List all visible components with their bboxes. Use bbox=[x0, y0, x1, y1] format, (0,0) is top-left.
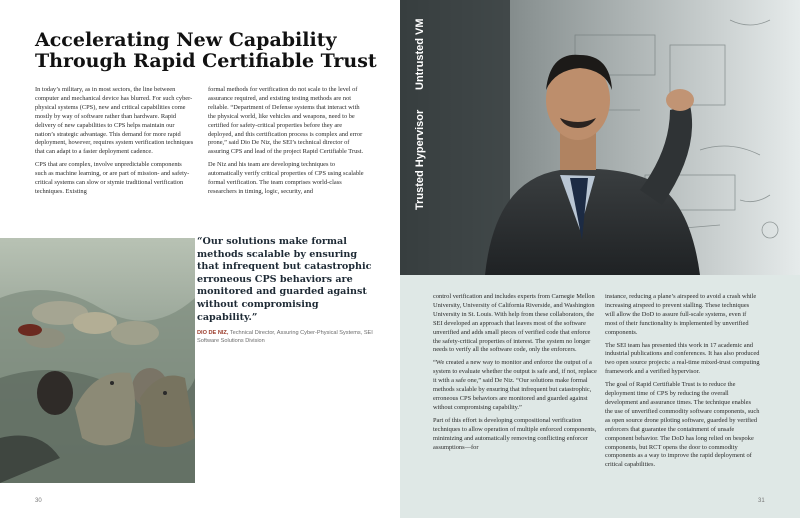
paragraph: In today’s military, as in most sectors, the line between computer and mechanical device has blurred. For such cyber-physical systems (CPS), new and critical capabilities come mostly by way of software rather than hardware. Rapid delivery of new capabilities to CPS helps maintain our nation’s strategic advantage. This demand for more rapid deployment, however, requires system verification techniques that can adapt to a faster deployment cadence. bbox=[35, 86, 194, 156]
photo-label-untrusted: Untrusted VM bbox=[414, 18, 426, 90]
left-column-1 bbox=[35, 86, 195, 201]
pull-quote-name: DIO DE NIZ, bbox=[197, 330, 229, 337]
right-column-2 bbox=[605, 293, 760, 474]
paragraph: The SEI team has presented this work in 17 academic and industrial publications and conferences. It has also produced two open source projects: a real-time mixed-trust computing framework and a verified hypervisor. bbox=[605, 341, 760, 376]
paragraph: instance, reducing a plane’s airspeed to avoid a crash while increasing airspeed to prevent stalling. These techniques will allow the DoD to assure full-scale systems, even if most of their functionality is implemented by unverified components. bbox=[605, 293, 757, 336]
right-page bbox=[400, 0, 800, 518]
paragraph: CPS that are complex, involve unpredictable components such as machine learning, or are part of mission- and safety-critical systems can slow or stymie traditional verification techniques. Existing bbox=[35, 161, 190, 195]
page-number-left: 30 bbox=[35, 498, 42, 504]
paragraph: The goal of Rapid Certifiable Trust is to reduce the deployment time of CPS by reducing the overall development and assurance times. The technique enables the use of unverified commodity software components, such as open source drone piloting software, guarded by verified enforcers that guarantee the containment of unsafe component behavior. The DoD has long relied on bespoke components, but RCT opens the door to commodity components as a way to improve the rapid deployment of critical capabilities. bbox=[605, 381, 760, 469]
paragraph: formal methods for verification do not scale to the level of assurance required, and existing testing methods are not reliable. “Department of Defense systems that interact with the physical world, like vehicles and weapons, need to be certified for safety-critical properties before they are deployed, and this certification process is complex and error prone,” said Dio De Niz, the SEI’s technical director of assuring CPS and lead of the project Rapid Certifiable Trust. bbox=[208, 86, 364, 156]
article-title: Accelerating New Capability Through Rapid Certifiable Trust bbox=[35, 29, 377, 72]
paragraph: De Niz and his team are developing techniques to automatically verify critical properties of CPS using scalable formal verification. The team comprises world-class researchers in timing, logic, security, and bbox=[208, 161, 364, 195]
pull-quote-role: Technical Director, Assuring Cyber-Physical Systems, SEI Software Solutions Division bbox=[197, 330, 373, 344]
photo-label-trusted: Trusted Hypervisor bbox=[414, 109, 426, 210]
paragraph: Part of this effort is developing compositional verification techniques to allow operation of multiple enforced components, minimizing and automatically removing conflicting enforcer assumptions—for bbox=[433, 416, 597, 451]
pull-quote-attribution bbox=[197, 330, 375, 345]
paragraph: “We created a new way to monitor and enforce the output of a system to evaluate whether the output is safe and, if not, replace it with a safe one,” said De Niz. “Our solutions make formal methods scalable by ensuring that infrequent but catastrophic, erroneous CPS behaviors are monitored and guarded against without compromising capability.” bbox=[433, 359, 597, 411]
researcher-photo bbox=[400, 0, 800, 275]
page-number-right: 31 bbox=[758, 498, 765, 504]
left-column-2 bbox=[208, 86, 368, 201]
pull-quote-text: “Our solutions make formal methods scalable by ensuring that infrequent but catastrophic erroneous CPS behaviors are monitored and guarded against without compromising capability.” bbox=[197, 236, 372, 323]
paragraph: control verification and includes experts from Carnegie Mellon University, University of California Riverside, and Washington University in St. Louis. With help from these collaborators, the SEI developed an approach that leaves most of the software unverified and adds small pieces of verified code that enforce the safety-critical properties of interest. The system no longer needs to verify all the software code, only the enforcers. bbox=[433, 293, 595, 354]
right-column-1 bbox=[433, 293, 598, 456]
sheep-painting-image bbox=[0, 238, 195, 483]
pull-quote bbox=[197, 236, 375, 345]
